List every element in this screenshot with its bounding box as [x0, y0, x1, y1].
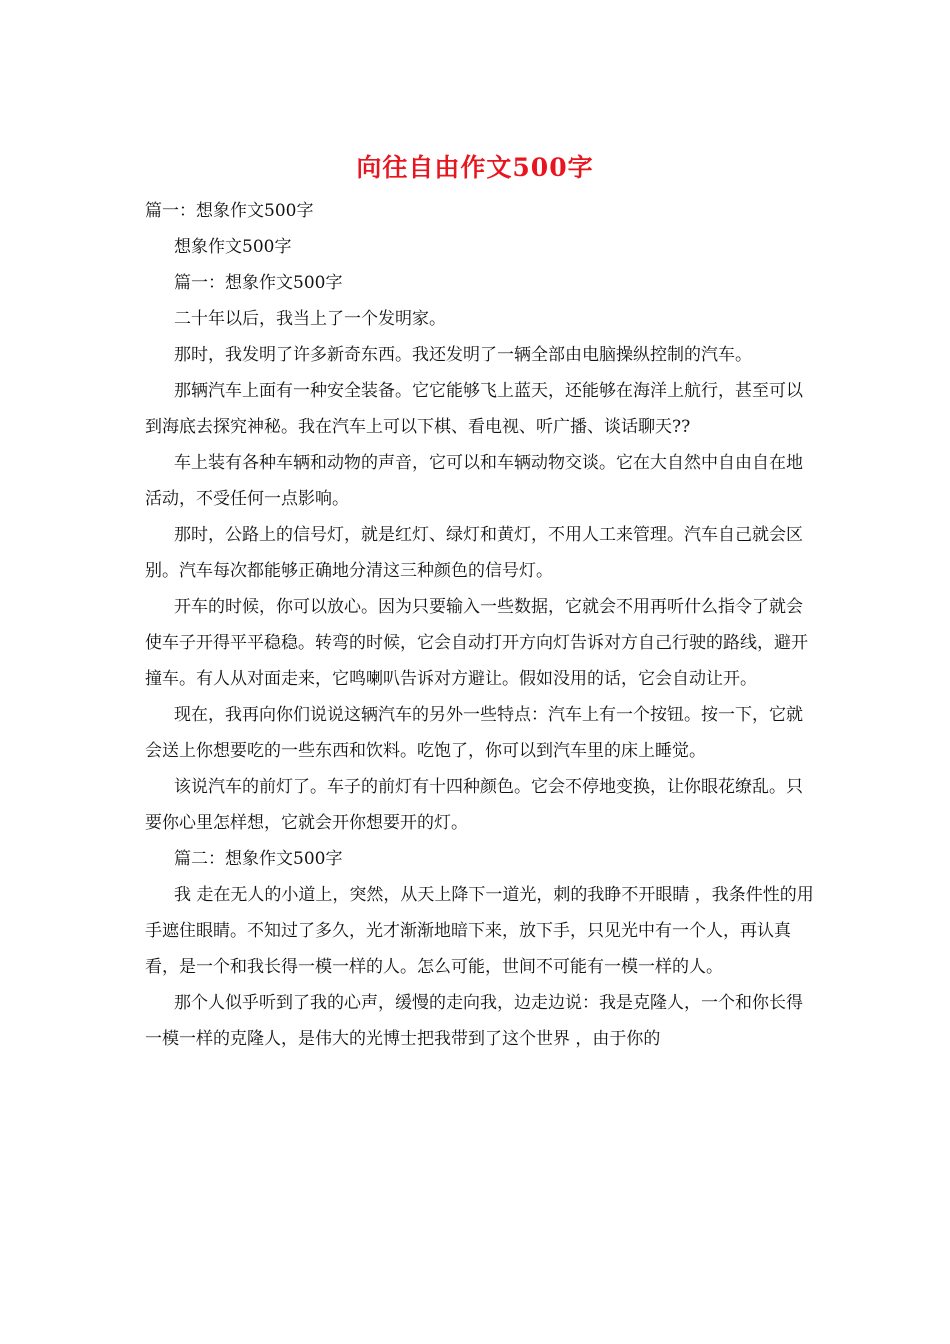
- paragraph: 现在，我再向你们说说这辆汽车的另外一些特点：汽车上有一个按钮。按一下，它就会送上你想要吃的一些东西和饮料。吃饱了，你可以到汽车里的床上睡觉。: [145, 705, 803, 761]
- paragraph: 篇一：想象作文500字: [145, 201, 314, 221]
- document-body: [145, 193, 815, 1057]
- paragraph: 该说汽车的前灯了。车子的前灯有十四种颜色。它会不停地变换，让你眼花缭乱。只要你心里怎样想，它就会开你想要开的灯。: [145, 777, 803, 833]
- document-title: 向往自由作文500字: [356, 153, 594, 182]
- paragraph: 那辆汽车上面有一种安全装备。它它能够飞上蓝天，还能够在海洋上航行，甚至可以到海底去探究神秘。我在汽车上可以下棋、看电视、听广播、谈话聊天??: [145, 381, 803, 437]
- paragraph: 那时，公路上的信号灯，就是红灯、绿灯和黄灯，不用人工来管理。汽车自己就会区别。汽车每次都能够正确地分清这三种颜色的信号灯。: [145, 525, 803, 581]
- paragraph: 二十年以后，我当上了一个发明家。: [174, 309, 446, 329]
- paragraph: 篇一：想象作文500字: [174, 273, 343, 293]
- paragraph: 我 走在无人的小道上，突然，从天上降下一道光，刺的我睁不开眼睛 ，我条件性的用手遮住眼睛。不知过了多久，光才渐渐地暗下来，放下手，只见光中有一个人，再认真看，是一个和我长得一模一样的人。怎么可能，世间不可能有一模一样的人。: [145, 885, 814, 977]
- paragraph: 车上装有各种车辆和动物的声音，它可以和车辆动物交谈。它在大自然中自由自在地活动，不受任何一点影响。: [145, 453, 803, 509]
- paragraph: 想象作文500字: [174, 237, 292, 257]
- paragraph: 开车的时候，你可以放心。因为只要输入一些数据，它就会不用再听什么指令了就会使车子开得平平稳稳。转弯的时候，它会自动打开方向灯告诉对方自己行驶的路线，避开撞车。有人从对面走来，它鸣喇叭告诉对方避让。假如没用的话，它会自动让开。: [145, 597, 808, 689]
- paragraph: 那个人似乎听到了我的心声，缓慢的走向我，边走边说：我是克隆人，一个和你长得一模一样的克隆人，是伟大的光博士把我带到了这个世界 ，由于你的: [145, 993, 803, 1049]
- paragraph: 篇二：想象作文500字: [174, 849, 343, 869]
- paragraph: 那时，我发明了许多新奇东西。我还发明了一辆全部由电脑操纵控制的汽车。: [174, 345, 752, 365]
